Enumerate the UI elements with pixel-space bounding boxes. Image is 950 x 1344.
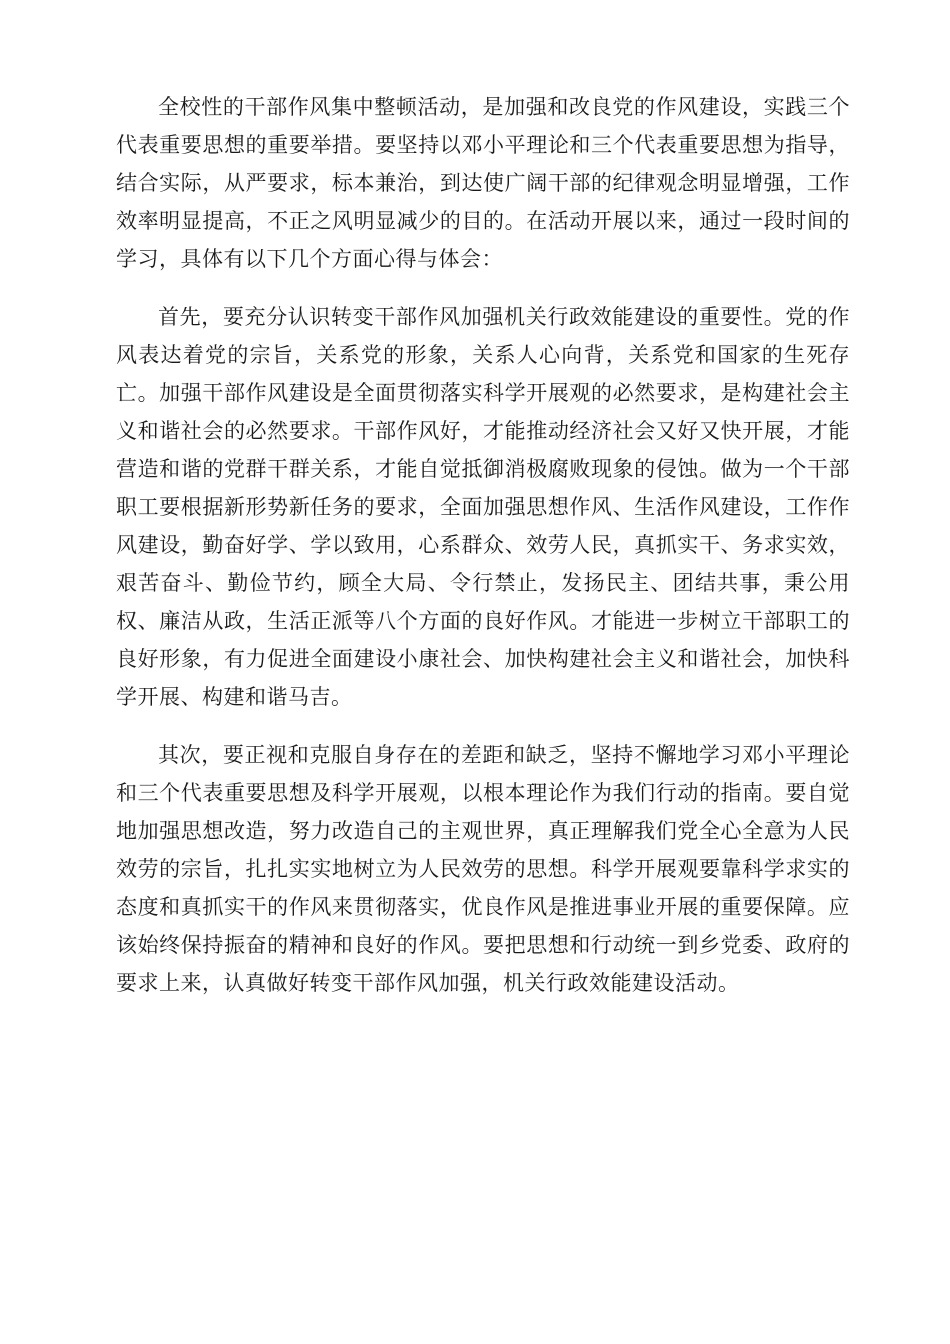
paragraph-intro: 全校性的干部作风集中整顿活动，是加强和改良党的作风建设，实践三个代表重要思想的重要举措。要坚持以邓小平理论和三个代表重要思想为指导，结合实际，从严要求，标本兼治，到达使广阔干部的纪律观念明显增强，工作效率明显提高，不正之风明显减少的目的。在活动开展以来，通过一段时间的学习，具体有以下几个方面心得与体会： [116, 95, 850, 271]
paragraph-first-point: 首先，要充分认识转变干部作风加强机关行政效能建设的重要性。党的作风表达着党的宗旨，关系党的形象，关系人心向背，关系党和国家的生死存亡。加强干部作风建设是全面贯彻落实科学开展观的必然要求，是构建社会主义和谐社会的必然要求。干部作风好，才能推动经济社会又好又快开展，才能营造和谐的党群干群关系，才能自觉抵御消极腐败现象的侵蚀。做为一个干部职工要根据新形势新任务的要求，全面加强思想作风、生活作风建设，工作作风建设，勤奋好学、学以致用，心系群众、效劳人民，真抓实干、务求实效，艰苦奋斗、勤俭节约，顾全大局、令行禁止，发扬民主、团结共事，秉公用权、廉洁从政，生活正派等八个方面的良好作风。才能进一步树立干部职工的良好形象，有力促进全面建设小康社会、加快构建社会主义和谐社会，加快科学开展、构建和谐马吉。 [116, 305, 850, 709]
document-body [116, 88, 850, 1002]
paragraph-second-point: 其次，要正视和克服自身存在的差距和缺乏，坚持不懈地学习邓小平理论和三个代表重要思想及科学开展观，以根本理论作为我们行动的指南。要自觉地加强思想改造，努力改造自己的主观世界，真正理解我们党全心全意为人民效劳的宗旨，扎扎实实地树立为人民效劳的思想。科学开展观要靠科学求实的态度和真抓实干的作风来贯彻落实，优良作风是推进事业开展的重要保障。应该始终保持振奋的精神和良好的作风。要把思想和行动统一到乡党委、政府的要求上来，认真做好转变干部作风加强，机关行政效能建设活动。 [116, 743, 850, 995]
